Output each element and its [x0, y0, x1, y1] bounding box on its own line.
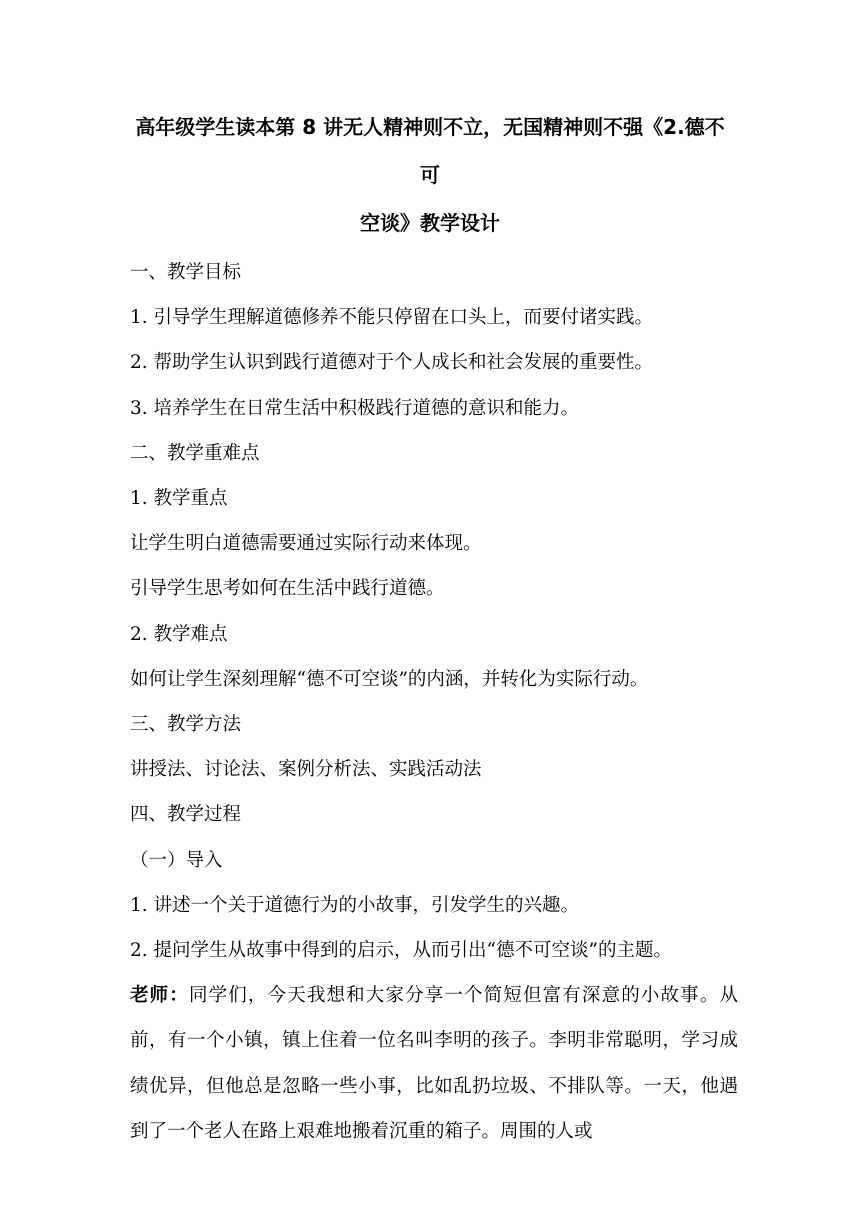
- title-line-2: 空谈》教学设计: [360, 211, 500, 235]
- key-point-text: 引导学生思考如何在生活中践行道德。: [130, 578, 445, 600]
- key-point-text: 让学生明白道德需要通过实际行动来体现。: [130, 533, 482, 555]
- section-heading-process: 四、教学过程: [130, 804, 242, 826]
- title-line-1: 高年级学生读本第 8 讲无人精神则不立，无国精神则不强《2.德不可: [135, 115, 725, 187]
- document-title: [130, 103, 730, 247]
- dialogue-text: 同学们，今天我想和大家分享一个简短但富有深意的小故事。从前，有一个小镇，镇上住着一位名叫李明的孩子。李明非常聪明，学习成绩优异，但他总是忽略一些小事，比如乱扔垃圾、不排队等。一天，他遇到了一个老人在路上艰难地搬着沉重的箱子。周围的人或: [130, 985, 738, 1142]
- document-body: [130, 250, 750, 1154]
- methods-text: 讲授法、讨论法、案例分析法、实践活动法: [130, 759, 482, 781]
- speaker-label: 老师：: [130, 985, 189, 1007]
- section-heading-objectives: 一、教学目标: [130, 262, 242, 283]
- introduction-step: 1. 讲述一个关于道德行为的小故事，引发学生的兴趣。: [130, 894, 580, 916]
- section-heading-key-points: 二、教学重难点: [130, 442, 260, 464]
- subheading-key-point: 1. 教学重点: [130, 488, 228, 510]
- introduction-step: 2. 提问学生从故事中得到的启示，从而引出“德不可空谈”的主题。: [130, 940, 672, 962]
- teacher-dialogue: [130, 973, 738, 1154]
- subheading-introduction: （一）导入: [130, 849, 223, 871]
- objective-item: 2. 帮助学生认识到践行道德对于个人成长和社会发展的重要性。: [130, 352, 654, 374]
- subheading-difficulty: 2. 教学难点: [130, 623, 228, 645]
- objective-item: 3. 培养学生在日常生活中积极践行道德的意识和能力。: [130, 397, 580, 419]
- difficulty-text: 如何让学生深刻理解“德不可空谈”的内涵，并转化为实际行动。: [130, 668, 649, 690]
- section-heading-methods: 三、教学方法: [130, 714, 242, 736]
- objective-item: 1. 引导学生理解道德修养不能只停留在口头上，而要付诸实践。: [130, 307, 654, 329]
